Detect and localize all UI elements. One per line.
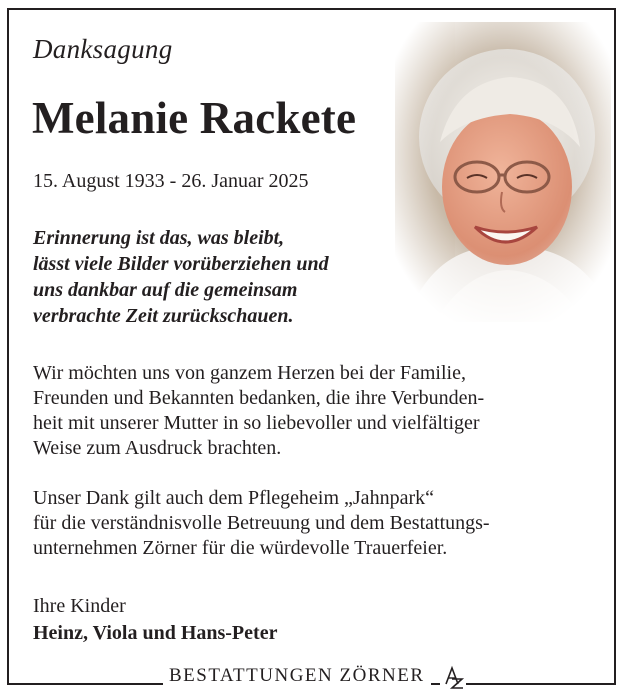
quote-line: uns dankbar auf die gemeinsam bbox=[33, 279, 298, 301]
paragraph-line: heit mit unserer Mutter in so liebevoller und vielfältiger bbox=[33, 412, 480, 434]
notice-heading: Danksagung bbox=[33, 34, 173, 64]
signoff bbox=[33, 593, 277, 647]
paragraph-line: Freunden und Bekannten bedanken, die ihre Verbunden- bbox=[33, 387, 485, 409]
quote-line: verbrachte Zeit zurückschauen. bbox=[33, 305, 294, 327]
life-dates: 15. August 1933 - 26. Januar 2025 bbox=[33, 170, 309, 192]
paragraph-line: für die verständnisvolle Betreuung und dem Bestattungs- bbox=[33, 512, 490, 534]
paragraph-line: Wir möchten uns von ganzem Herzen bei der Familie, bbox=[33, 362, 466, 384]
quote-line: Erinnerung ist das, was bleibt, bbox=[33, 227, 285, 249]
funeral-home-name: BESTATTUNGEN ZÖRNER bbox=[163, 665, 431, 687]
funeral-home-logo-icon bbox=[440, 664, 466, 690]
paragraph-line: Unser Dank gilt auch dem Pflegeheim „Jahnpark“ bbox=[33, 487, 434, 509]
thanks-paragraph-family bbox=[33, 361, 484, 461]
portrait-photo bbox=[395, 22, 611, 322]
paragraph-line: unternehmen Zörner für die würdevolle Trauerfeier. bbox=[33, 537, 448, 559]
memorial-quote bbox=[33, 225, 413, 329]
thanks-paragraph-care-home bbox=[33, 486, 490, 561]
quote-line: lässt viele Bilder vorüberziehen und bbox=[33, 253, 329, 275]
signoff-label: Ihre Kinder bbox=[33, 595, 126, 617]
footer-banner bbox=[0, 664, 627, 690]
paragraph-line: Weise zum Ausdruck brachten. bbox=[33, 437, 282, 459]
deceased-name: Melanie Rackete bbox=[32, 93, 357, 143]
signoff-names: Heinz, Viola und Hans-Peter bbox=[33, 622, 278, 644]
